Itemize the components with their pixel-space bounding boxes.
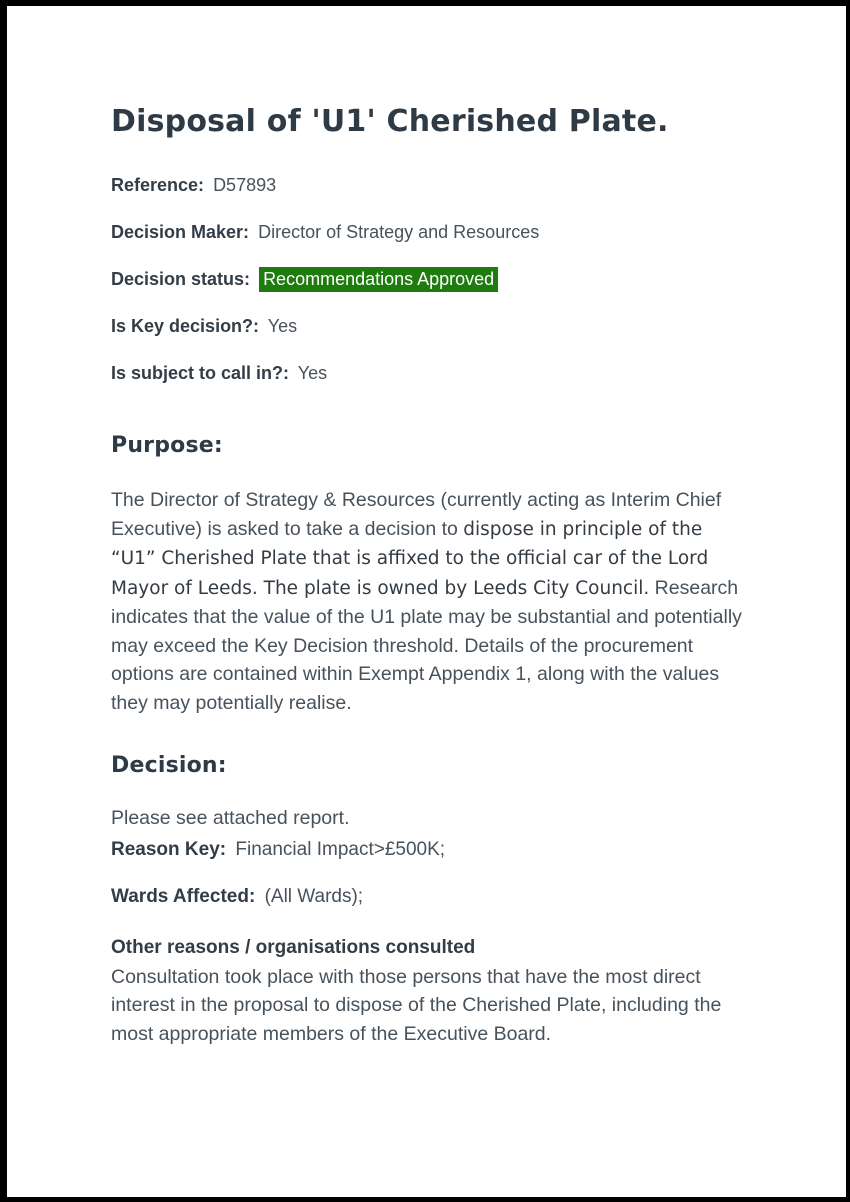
decision-heading: Decision: [111, 753, 227, 778]
page-title: Disposal of 'U1' Cherished Plate. [111, 104, 669, 139]
reason-key-row [111, 838, 750, 862]
call-in-label: Is subject to call in?: [111, 363, 290, 383]
purpose-heading: Purpose: [111, 433, 223, 458]
meta-row-call-in [111, 362, 750, 385]
other-reasons-heading: Other reasons / organisations consulted [111, 936, 476, 958]
reference-value: D57893 [213, 175, 277, 195]
meta-row-key-decision [111, 315, 750, 338]
decision-maker-value: Director of Strategy and Resources [258, 222, 540, 242]
decision-maker-label: Decision Maker: [111, 222, 250, 242]
purpose-text-emphasis: dispose in principle of the “U1” Cherished Plate that is affixed to the official car of the Lord Mayor of Leeds. The plate is owned by Leeds City Council. [111, 518, 709, 599]
purpose-paragraph [111, 486, 750, 717]
consultation-text: Consultation took place with those persons that have the most direct interest in the proposal to dispose of the Cherished Plate, including the most appropriate members of the Executive Board. [111, 965, 722, 1045]
purpose-text-intro: The Director of Strategy & Resources (currently acting as Interim Chief Executive) is asked to take a decision to [111, 489, 722, 540]
page-content [7, 6, 846, 1048]
key-decision-value: Yes [267, 316, 298, 336]
reason-key-label: Reason Key: [111, 838, 227, 860]
reference-label: Reference: [111, 175, 205, 195]
meta-row-decision-maker [111, 221, 750, 244]
wards-affected-label: Wards Affected: [111, 885, 256, 907]
reason-key-value: Financial Impact>£500K; [235, 838, 446, 860]
key-decision-label: Is Key decision?: [111, 316, 260, 336]
call-in-value: Yes [297, 363, 328, 383]
decision-report-note: Please see attached report. [111, 807, 350, 829]
decision-status-label: Decision status: [111, 269, 251, 289]
meta-row-decision-status [111, 268, 750, 291]
wards-affected-row [111, 885, 750, 909]
other-reasons-section [111, 932, 750, 1049]
purpose-text-rest: Research indicates that the value of the U1 plate may be substantial and potentially may exceed the Key Decision threshold. Details of the procurement options are contained within Exempt Appendix 1, along with the values they may potentially realise. [111, 576, 742, 714]
meta-row-reference [111, 174, 750, 197]
decision-status-badge: Recommendations Approved [259, 267, 498, 292]
wards-affected-value: (All Wards); [264, 885, 364, 907]
